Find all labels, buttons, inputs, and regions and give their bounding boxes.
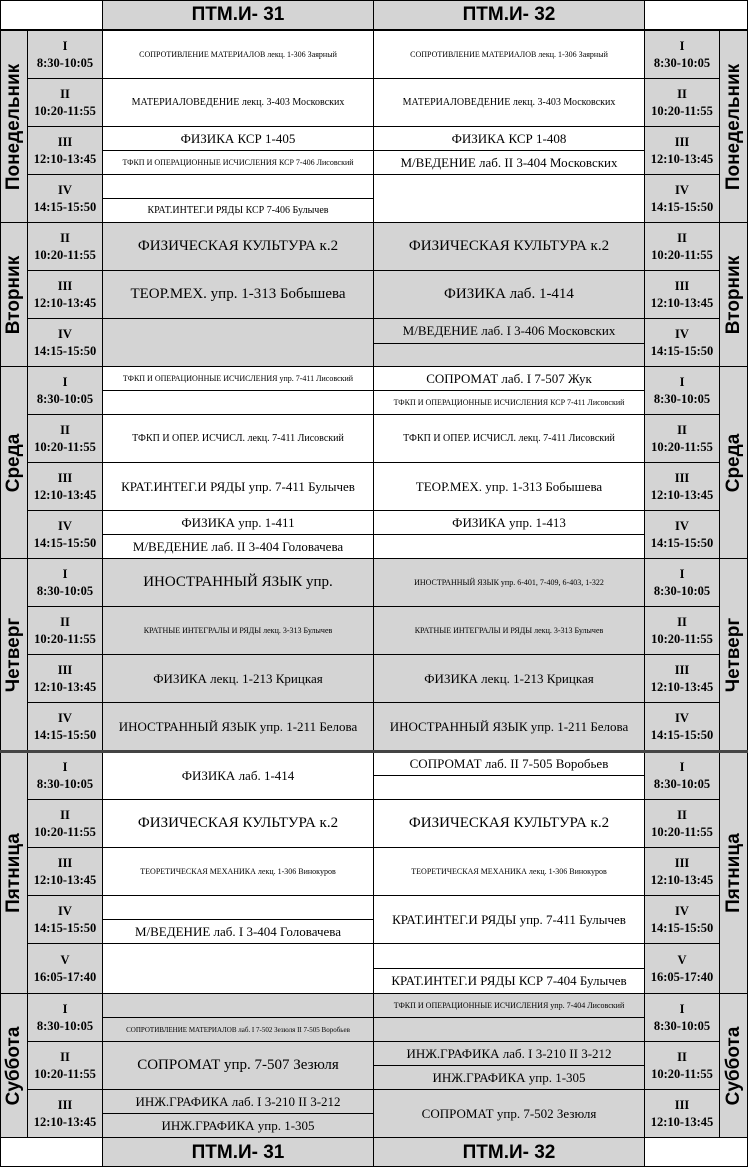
lesson-cell: КРАТ.ИНТЕГ.И РЯДЫ упр. 7-411 Булычев xyxy=(102,462,374,511)
time-slot: I 8:30-10:05 xyxy=(27,558,103,607)
lesson-cell: ТЕОР.МЕХ. упр. 1-313 Бобышева xyxy=(102,270,374,319)
time-slot: II 10:20-11:55 xyxy=(644,222,720,271)
lesson-cell-empty xyxy=(102,943,374,994)
group-footer-1: ПТМ.И- 31 xyxy=(102,1137,374,1167)
lesson-cell: КРАТНЫЕ ИНТЕГРАЛЫ И РЯДЫ лекц. 3-313 Булычев xyxy=(102,606,374,655)
time-slot: III 12:10-13:45 xyxy=(27,270,103,319)
corner-cell xyxy=(644,1137,748,1167)
lesson-cell: СОПРОТИВЛЕНИЕ МАТЕРИАЛОВ лекц. 1-306 Заярный xyxy=(373,30,645,79)
time-slot: II 10:20-11:55 xyxy=(27,78,103,127)
time-slot: III 12:10-13:45 xyxy=(644,654,720,703)
time-slot: IV 14:15-15:50 xyxy=(644,318,720,367)
time-slot: I 8:30-10:05 xyxy=(27,751,103,800)
time-slot: II 10:20-11:55 xyxy=(644,799,720,848)
lesson-cell-empty xyxy=(373,1017,645,1042)
lesson-cell: ФИЗИКА упр. 1-413 xyxy=(373,510,645,535)
lesson-cell: М/ВЕДЕНИЕ лаб. II 3-404 Головачева xyxy=(102,534,374,559)
time-slot: IV 14:15-15:50 xyxy=(27,702,103,752)
time-slot: I 8:30-10:05 xyxy=(644,558,720,607)
time-slot: V 16:05-17:40 xyxy=(644,943,720,994)
lesson-cell: КРАТ.ИНТЕГ.И РЯДЫ КСР 7-406 Булычев xyxy=(102,198,374,223)
lesson-cell: ИНЖ.ГРАФИКА лаб. I 3-210 II 3-212 xyxy=(102,1089,374,1114)
lesson-cell: ФИЗИКА КСР 1-408 xyxy=(373,126,645,151)
day-label-right: Среда xyxy=(719,366,748,559)
time-slot: III 12:10-13:45 xyxy=(27,462,103,511)
lesson-cell-empty xyxy=(102,174,374,199)
time-slot: I 8:30-10:05 xyxy=(644,993,720,1042)
time-slot: II 10:20-11:55 xyxy=(27,222,103,271)
time-slot: II 10:20-11:55 xyxy=(27,606,103,655)
lesson-cell: М/ВЕДЕНИЕ лаб. I 3-406 Московских xyxy=(373,318,645,344)
time-slot: II 10:20-11:55 xyxy=(27,799,103,848)
time-slot: I 8:30-10:05 xyxy=(27,30,103,79)
lesson-cell: ИНОСТРАННЫЙ ЯЗЫК упр. 6-401, 7-409, 6-403, 1-322 xyxy=(373,558,645,607)
corner-cell xyxy=(644,0,748,30)
lesson-cell: СОПРОМАТ упр. 7-502 Зезюля xyxy=(373,1089,645,1138)
day-label-right: Пятница xyxy=(719,751,748,994)
corner-cell xyxy=(0,1137,103,1167)
time-slot: I 8:30-10:05 xyxy=(644,751,720,800)
lesson-cell: СОПРОМАТ упр. 7-507 Зезюля xyxy=(102,1041,374,1090)
time-slot: III 12:10-13:45 xyxy=(27,1089,103,1138)
lesson-cell: ФИЗИКА упр. 1-411 xyxy=(102,510,374,535)
day-label-left: Среда xyxy=(0,366,28,559)
lesson-cell-empty xyxy=(373,174,645,223)
lesson-cell: М/ВЕДЕНИЕ лаб. I 3-404 Головачева xyxy=(102,919,374,944)
time-slot: II 10:20-11:55 xyxy=(644,78,720,127)
lesson-cell: ИНОСТРАННЫЙ ЯЗЫК упр. xyxy=(102,558,374,607)
time-slot: IV 14:15-15:50 xyxy=(644,174,720,223)
lesson-cell: ФИЗИКА лекц. 1-213 Крицкая xyxy=(102,654,374,703)
lesson-cell-empty xyxy=(373,343,645,367)
lesson-cell: ФИЗИКА лаб. 1-414 xyxy=(373,270,645,319)
lesson-cell: СОПРОМАТ лаб. I 7-507 Жук xyxy=(373,366,645,391)
lesson-cell-empty xyxy=(102,318,374,367)
time-slot: III 12:10-13:45 xyxy=(27,847,103,896)
lesson-cell: ИНЖ.ГРАФИКА упр. 1-305 xyxy=(102,1113,374,1138)
lesson-cell: СОПРОТИВЛЕНИЕ МАТЕРИАЛОВ лаб. I 7-502 Зезюля II 7-505 Воробьев xyxy=(102,1017,374,1042)
day-label-left: Вторник xyxy=(0,222,28,367)
time-slot: IV 14:15-15:50 xyxy=(27,510,103,559)
time-slot: III 12:10-13:45 xyxy=(644,847,720,896)
time-slot: II 10:20-11:55 xyxy=(27,414,103,463)
lesson-cell: ТФКП И ОПЕРАЦИОННЫЕ ИСЧИСЛЕНИЯ КСР 7-406 Лисовский xyxy=(102,150,374,175)
time-slot: II 10:20-11:55 xyxy=(644,414,720,463)
time-slot: I 8:30-10:05 xyxy=(27,366,103,415)
time-slot: III 12:10-13:45 xyxy=(644,1089,720,1138)
lesson-cell: ИНОСТРАННЫЙ ЯЗЫК упр. 1-211 Белова xyxy=(373,702,645,752)
lesson-cell: ФИЗИЧЕСКАЯ КУЛЬТУРА к.2 xyxy=(102,799,374,848)
lesson-cell: ФИЗИКА лаб. 1-414 xyxy=(102,751,374,800)
day-label-right: Четверг xyxy=(719,558,748,752)
time-slot: V 16:05-17:40 xyxy=(27,943,103,994)
lesson-cell: ТФКП И ОПЕРАЦИОННЫЕ ИСЧИСЛЕНИЯ упр. 7-404 Лисовский xyxy=(373,993,645,1018)
lesson-cell: ТФКП И ОПЕРАЦИОННЫЕ ИСЧИСЛЕНИЯ упр. 7-411 Лисовский xyxy=(102,366,374,391)
day-label-right: Суббота xyxy=(719,993,748,1138)
lesson-cell: ТФКП И ОПЕРАЦИОННЫЕ ИСЧИСЛЕНИЯ КСР 7-411 Лисовский xyxy=(373,390,645,415)
lesson-cell: ТФКП И ОПЕР. ИСЧИСЛ. лекц. 7-411 Лисовский xyxy=(102,414,374,463)
group-header-2: ПТМ.И- 32 xyxy=(373,0,645,30)
lesson-cell-empty xyxy=(102,895,374,920)
lesson-cell: МАТЕРИАЛОВЕДЕНИЕ лекц. 3-403 Московских xyxy=(102,78,374,127)
lesson-cell: КРАТНЫЕ ИНТЕГРАЛЫ И РЯДЫ лекц. 3-313 Булычев xyxy=(373,606,645,655)
lesson-cell: МАТЕРИАЛОВЕДЕНИЕ лекц. 3-403 Московских xyxy=(373,78,645,127)
lesson-cell: ИНЖ.ГРАФИКА лаб. I 3-210 II 3-212 xyxy=(373,1041,645,1066)
time-slot: III 12:10-13:45 xyxy=(644,270,720,319)
lesson-cell: ТЕОРЕТИЧЕСКАЯ МЕХАНИКА лекц. 1-306 Винокуров xyxy=(373,847,645,896)
time-slot: IV 14:15-15:50 xyxy=(644,895,720,944)
time-slot: IV 14:15-15:50 xyxy=(27,895,103,944)
day-label-right: Понедельник xyxy=(719,30,748,223)
day-label-right: Вторник xyxy=(719,222,748,367)
time-slot: I 8:30-10:05 xyxy=(644,30,720,79)
lesson-cell: СОПРОТИВЛЕНИЕ МАТЕРИАЛОВ лекц. 1-306 Заярный xyxy=(102,30,374,79)
time-slot: I 8:30-10:05 xyxy=(644,366,720,415)
lesson-cell: ФИЗИЧЕСКАЯ КУЛЬТУРА к.2 xyxy=(373,799,645,848)
lesson-cell: ИНЖ.ГРАФИКА упр. 1-305 xyxy=(373,1065,645,1090)
time-slot: IV 14:15-15:50 xyxy=(644,702,720,752)
lesson-cell-empty xyxy=(373,775,645,800)
day-label-left: Четверг xyxy=(0,558,28,752)
day-label-left: Пятница xyxy=(0,751,28,994)
time-slot: IV 14:15-15:50 xyxy=(27,318,103,367)
day-label-left: Понедельник xyxy=(0,30,28,223)
lesson-cell: КРАТ.ИНТЕГ.И РЯДЫ упр. 7-411 Булычев xyxy=(373,895,645,944)
lesson-cell: ФИЗИЧЕСКАЯ КУЛЬТУРА к.2 xyxy=(373,222,645,271)
lesson-cell: ФИЗИКА КСР 1-405 xyxy=(102,126,374,151)
lesson-cell: М/ВЕДЕНИЕ лаб. II 3-404 Московских xyxy=(373,150,645,175)
lesson-cell: СОПРОМАТ лаб. II 7-505 Воробьев xyxy=(373,751,645,776)
time-slot: III 12:10-13:45 xyxy=(27,654,103,703)
time-slot: III 12:10-13:45 xyxy=(27,126,103,175)
time-slot: I 8:30-10:05 xyxy=(27,993,103,1042)
time-slot: II 10:20-11:55 xyxy=(644,1041,720,1090)
time-slot: IV 14:15-15:50 xyxy=(644,510,720,559)
time-slot: IV 14:15-15:50 xyxy=(27,174,103,223)
lesson-cell: ТЕОРЕТИЧЕСКАЯ МЕХАНИКА лекц. 1-306 Винокуров xyxy=(102,847,374,896)
time-slot: III 12:10-13:45 xyxy=(644,462,720,511)
group-header-1: ПТМ.И- 31 xyxy=(102,0,374,30)
lesson-cell: ИНОСТРАННЫЙ ЯЗЫК упр. 1-211 Белова xyxy=(102,702,374,752)
lesson-cell: ФИЗИКА лекц. 1-213 Крицкая xyxy=(373,654,645,703)
lesson-cell-empty xyxy=(373,534,645,559)
lesson-cell: ФИЗИЧЕСКАЯ КУЛЬТУРА к.2 xyxy=(102,222,374,271)
lesson-cell: КРАТ.ИНТЕГ.И РЯДЫ КСР 7-404 Булычев xyxy=(373,968,645,994)
divider xyxy=(0,750,748,753)
lesson-cell-empty xyxy=(373,943,645,969)
time-slot: II 10:20-11:55 xyxy=(644,606,720,655)
corner-cell xyxy=(0,0,103,30)
lesson-cell-empty xyxy=(102,993,374,1018)
lesson-cell: ТФКП И ОПЕР. ИСЧИСЛ. лекц. 7-411 Лисовский xyxy=(373,414,645,463)
lesson-cell: ТЕОР.МЕХ. упр. 1-313 Бобышева xyxy=(373,462,645,511)
group-footer-2: ПТМ.И- 32 xyxy=(373,1137,645,1167)
time-slot: II 10:20-11:55 xyxy=(27,1041,103,1090)
time-slot: III 12:10-13:45 xyxy=(644,126,720,175)
day-label-left: Суббота xyxy=(0,993,28,1138)
lesson-cell-empty xyxy=(102,390,374,415)
